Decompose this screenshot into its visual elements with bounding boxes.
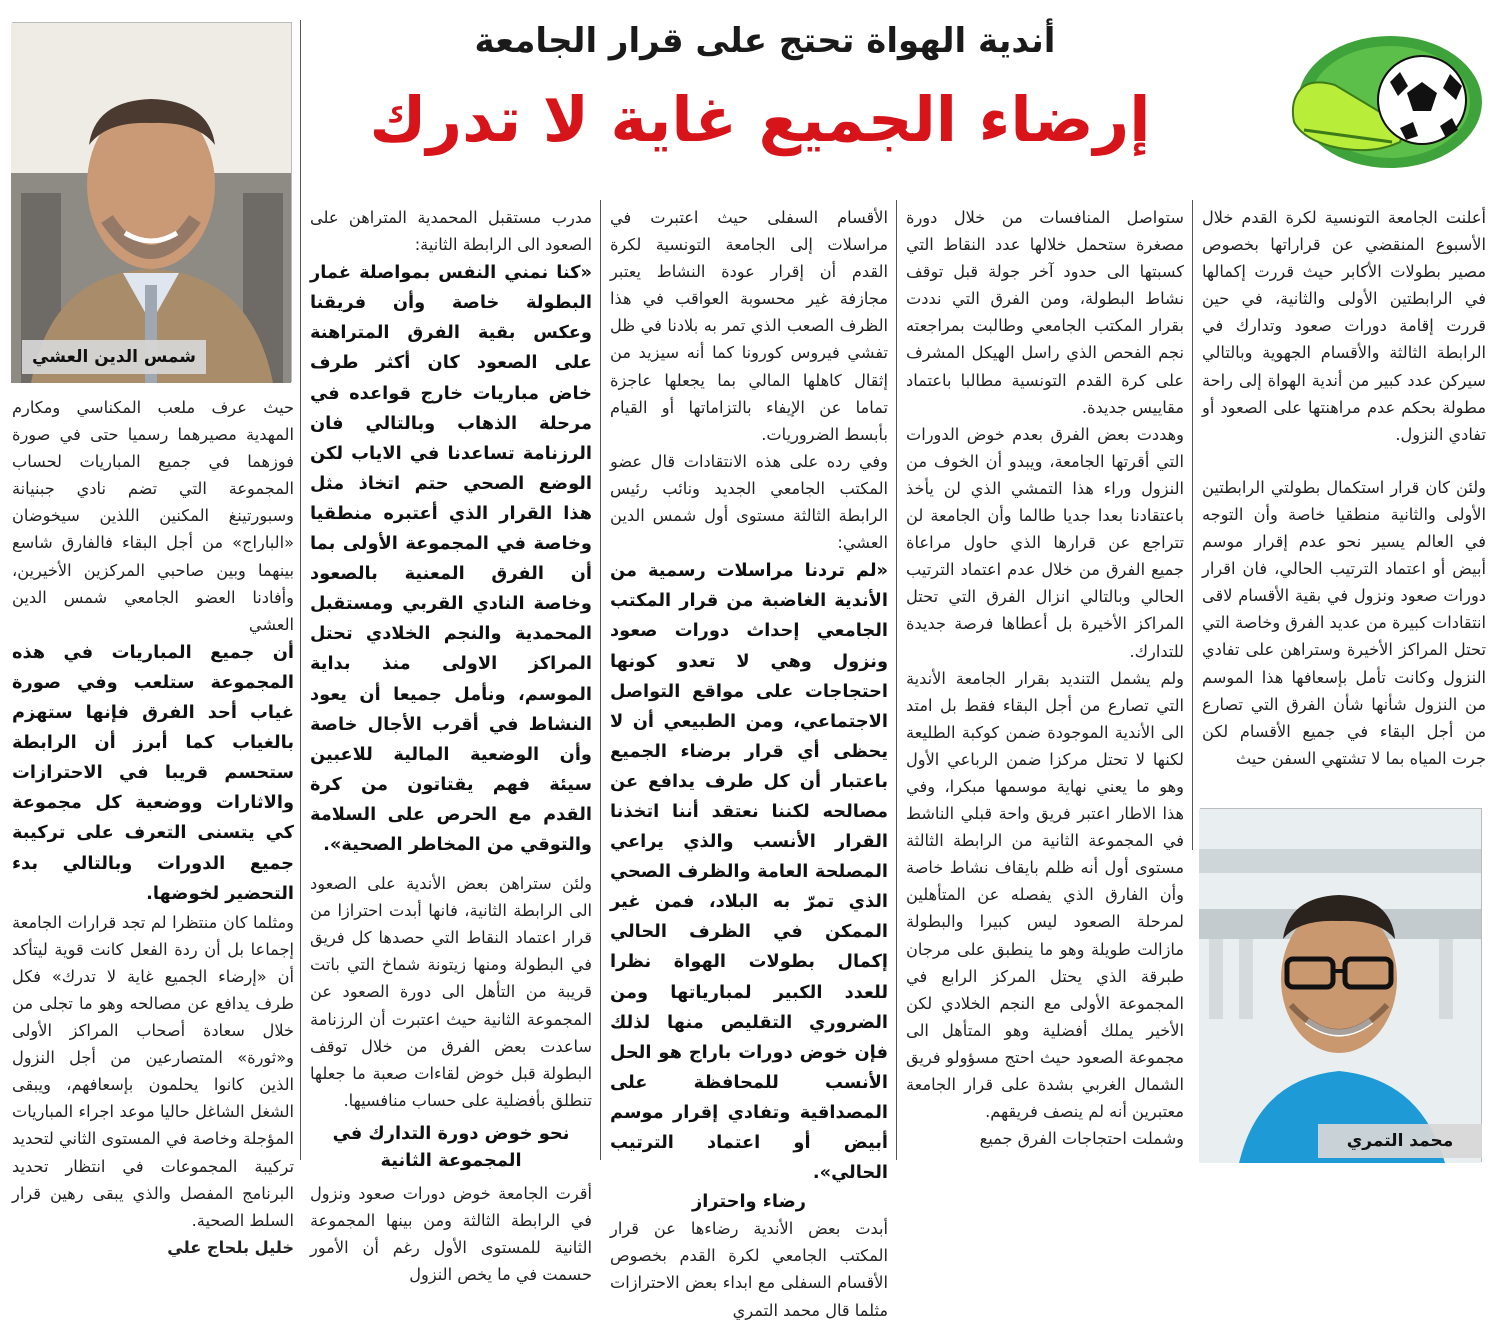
paragraph: حيث عرف ملعب المكناسي ومكارم المهدية مصيرهما رسميا حتى في صورة فوزهما في جميع المباريات لحساب المجموعة التي تضم نادي جبنيانة وسبورتينغ المكنين اللذين سيخوضان «الباراج» من أجل البقاء فالفارق شاسع بينهما وبين صاحبي المركزين الأخيرين، وأفادنا العضو الجامعي شمس الدين العشي [12, 398, 294, 634]
paragraph: ولئن ستراهن بعض الأندية على الصعود الى الرابطة الثانية، فانها أبدت احترازا من قرار اعتماد النقاط التي حصدها كل فريق في البطولة ومنها زيتونة شماخ التي باتت قريبة من التأهل الى دورة الصعود عن المجموعة الثانية حيث اعتبرت أن الرزنامة ساعدت بعض الفرق من خلال توقف البطولة قبل خوض لقاءات صعبة ما جعلها تنطلق بأفضلية على حساب منافسيها. [310, 874, 592, 1110]
subheading: نحو خوض دورة التدارك في المجموعة الثانية [332, 1122, 570, 1171]
author-byline: خليل بلحاج علي [167, 1237, 294, 1257]
quote-paragraph: أن جميع المباريات في هذه المجموعة ستلعب وفي صورة غياب أحد الفرق فإنها ستهزم بالغياب كما أبرز أن الرابطة ستحسم قريبا في الاحترازات والاثارات ووضعية كل مجموعة كي يتسنى التعرف على تركيبة جميع الدورات وبالتالي بدء التحضير لخوضها. [12, 641, 294, 904]
paragraph: أعلنت الجامعة التونسية لكرة القدم خلال الأسبوع المنقضي عن قراراتها بخصوص مصير بطولات الأكابر حيث قررت إكمالها في الرابطتين الأولى والثانية، في حين قررت إقامة دورات صعود وتدارك في الرابطة الثالثة والأقسام الجهوية وبالتالي سيركن عدد كبير من أندية الهواة إلى راحة مطولة بحكم عدم مراهنتها على الصعود أو تفادي النزول. [1202, 208, 1486, 444]
football-section-logo [1280, 30, 1485, 175]
paragraph: وشملت احتجاجات الفرق جميع [979, 1129, 1184, 1149]
paragraph: أقرت الجامعة خوض دورات صعود ونزول في الرابطة الثالثة ومن بينها المجموعة الثانية للمستوى الأول رغم أن الأمور حسمت في ما يخص النزول [310, 1184, 592, 1285]
article-column-1 [1202, 204, 1486, 804]
paragraph: وفي رده على هذه الانتقادات قال عضو المكتب الجامعي الجديد ونائب رئيس الرابطة الثالثة مستوى أول شمس الدين العشي: [610, 451, 888, 553]
paragraph: أبدت بعض الأندية رضاءها عن قرار المكتب الجامعي لكرة القدم بخصوص الأقسام السفلى مع ابداء بعض الاحترازات مثلما قال محمد التمري [610, 1219, 888, 1320]
quote-paragraph: «كنا نمني النفس بمواصلة غمار البطولة خاصة وأن فريقنا وعكس بقية الفرق المتراهنة على الصعود كان أكثر طرف خاض مباريات خارج قواعده في مرحلة الذهاب وبالتالي فان الرزنامة تساعدنا في الاياب لكن الوضع الصحي حتم اتخاذ مثل هذا القرار الذي أعتبره منطقيا وخاصة في المجموعة الأولى بما أن الفرق المعنية بالصعود وخاصة النادي القربي ومستقبل المحمدية والنجم الخلادي تحتل المراكز الاولى منذ بداية الموسم، ونأمل جميعا أن يعود النشاط في أقرب الأجال خاصة وأن الوضعية المالية للاعبين سيئة فهم يقتاتون من كرة القدم مع الحرص على السلامة والتوقي من المخاطر الصحية». [310, 262, 592, 855]
photo-mohamed-tamri [1200, 808, 1482, 1162]
article-column-2 [906, 204, 1184, 1166]
article-column-4 [310, 204, 592, 1285]
paragraph: ستواصل المنافسات من خلال دورة مصغرة ستحمل خلالها عدد النقاط التي كسبتها الى حدود آخر جولة قبل توقف نشاط البطولة، ومن الفرق التي نددت بقرار المكتب الجامعي وطالبت بمراجعته نجم الفحص الذي راسل الهيكل المشرف على كرة القدم التونسية مطالبا باعتماد مقاييس جديدة. [906, 208, 1184, 417]
article-kicker: أندية الهواة تحتج على قرار الجامعة [474, 21, 1056, 61]
paragraph: مدرب مستقبل المحمدية المتراهن على الصعود الى الرابطة الثانية: [310, 208, 592, 255]
column-divider [600, 200, 601, 1160]
subheading: رضاء واحتراز [692, 1191, 806, 1213]
person-photo-image [1199, 809, 1481, 1163]
paragraph: الأقسام السفلى حيث اعتبرت في مراسلات إلى الجامعة التونسية لكرة القدم أن إقرار عودة النشاط يعتبر مجازفة غير محسوبة العواقب في هذا الظرف الصعب الذي تمر به بلادنا في ظل تفشي فيروس كورونا كما أنه سيزيد من إثقال كاهلها المالي بما يجعلها عاجزة تماما عن الإيفاء بالتزاماتها أو القيام بأبسط الضروريات. [610, 208, 888, 444]
quote-paragraph: «لم تردنا مراسلات رسمية من الأندية الغاضبة من قرار المكتب الجامعي إحداث دورات صعود ونزول وهي لا تعدو كونها احتجاجات على مواقع التواصل الاجتماعي، ومن الطبيعي أن لا يحظى أي قرار برضاء الجميع باعتبار أن كل طرف يدافع عن مصالحه لكننا نعتقد أننا اتخذنا القرار الأنسب والذي يراعي المصلحة العامة والظرف الصحي الذي تمرّ به البلاد، فمن غير الممكن في الظرف الحالي إكمال بطولات الهواة نظرا للعدد الكبير لمبارياتها ومن الضروري التقليص منها لذلك فإن خوض دورات باراج هو الحل الأنسب للمحافظة على المصداقية وتفادي إقرار موسم أبيض أو اعتماد الترتيب الحالي». [610, 560, 888, 1184]
paragraph: ولم يشمل التنديد بقرار الجامعة الأندية التي تصارع من أجل البقاء فقط بل امتد الى الأندية الموجودة ضمن كوكبة الطليعة لكنها لا تحتل مركزا ضمن الرباعي الأول وهو ما يعني نهاية موسمها مبكرا، وفي هذا الاطار اعتبر فريق واحة قبلي الناشط في المجموعة الثانية من الرابطة الثالثة مستوى أول أنه ظلم بايقاف نشاط خاصة وأن الفارق الذي يفصله عن المتأهلين لمرحلة الصعود ليس كبيرا والبطولة مازالت طويلة وهو ما ينطبق على مرجان طبرقة الذي يحتل المركز الرابع في المجموعة الأولى مع النجم الخلادي لكن الأخير يملك أفضلية وهو المتأهل الى مجموعة الصعود حيث احتج مسؤولو فريق الشمال الغربي بشدة على قرار الجامعة معتبرين أنه لم ينصف فريقهم. [906, 668, 1184, 1122]
photo-caption: محمد التمري [1318, 1124, 1482, 1158]
paragraph: وهددت بعض الفرق بعدم خوض الدورات التي أقرتها الجامعة، ويبدو أن الخوف من النزول وراء هذا التمشي الذي لن يأخذ باعتقادنا بعدا جديا طالما وأن الجامعة لن تتراجع عن قرارها الذي حاول مراعاة جميع الفرق من خلال عدم اعتماد الترتيب الحالي وبالتالي انزال الفرق التي تحتل المراكز الأخيرة بل أعطاها فرصة جديدة للتدارك. [906, 424, 1184, 661]
photo-caption: شمس الدين العشي [22, 340, 206, 374]
person-photo-image [11, 23, 291, 383]
column-divider [896, 200, 897, 1160]
paragraph: ولئن كان قرار استكمال بطولتي الرابطتين الأولى والثانية منطقيا خاصة وأن التوجه في العالم يسير نحو عدم إقرار موسم أبيض أو اعتماد الترتيب الحالي، فان اقرار دورات صعود ونزول في بقية الأقسام لاقى انتقادات كبيرة من عديد الفرق وخاصة التي تحتل المراكز الأخيرة وستراهن على تفادي النزول وكانت تأمل بإسعافها هذا الموسم من النزول شأنها شأن الفرق التي تصارع من أجل البقاء في جميع الأقسام لكن جرت المياه بما لا تشتهي السفن حيث [1202, 477, 1486, 768]
column-divider [1192, 200, 1193, 850]
article-column-3 [610, 204, 888, 1320]
column-divider [300, 20, 301, 1160]
article-column-5 [12, 394, 294, 1257]
paragraph: ومثلما كان منتظرا لم تجد قرارات الجامعة إجماعا بل أن ردة الفعل كانت قوية ليتأكد أن «إرضاء الجميع غاية لا تدرك» فكل طرف يدافع عن مصالحه وهو ما تجلى من خلال سعادة أصحاب المراكز الأولى و«ثورة» المتصارعين من أجل النزول الذين كانوا يحلمون بإسعافهم، ويبقى الشغل الشاغل حاليا موعد اجراء المباريات المؤجلة وخاصة في المستوى الثاني لتحديد تركيبة المجموعات في انتظار تحديد البرنامج المفصل والذي يبقى رهين قرار السلط الصحية. [12, 912, 294, 1230]
photo-chamseddine-achi [12, 22, 292, 382]
article-headline: إرضاء الجميع غاية لا تدرك [369, 83, 1151, 156]
